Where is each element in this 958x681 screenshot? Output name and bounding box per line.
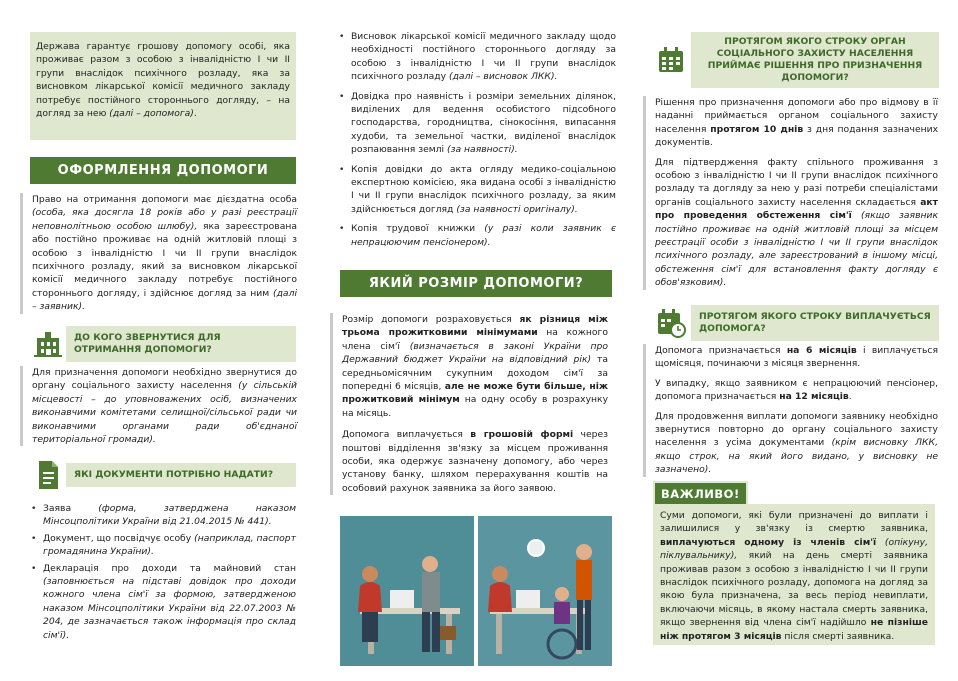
list-item: • Довідка про наявність і розміри земельних ділянок, виділених для ведення особистого підсобного господарства, городництва, сінокосіння, випасання худоби, та земельної частки, виділеної внаслідок розпаювання землі (за наявності). xyxy=(338,90,616,157)
documents-list-continued xyxy=(338,30,616,249)
period-paragraph-2: У випадку, якщо заявником є непрацюючий пенсіонер, допомога призначається на 12 місяців. xyxy=(655,377,938,403)
amount-paragraph-1: Розмір допомоги розраховується як різниця між трьома прожитковими мінімумами на кожного члена сім'ї (визначається в законі України про Державний бюджет України на відповідний рік) та середньомісячним сукупним доходом сім'ї за попередні 6 місяців, але не може бути більше, ніж прожитковий мінімум на одну особу в розрахунку на місяць. xyxy=(342,314,609,419)
list-item: • Копія трудової книжки (у разі коли заявник є непрацюючим пенсіонером). xyxy=(338,222,616,249)
documents-list xyxy=(30,502,296,642)
decision-paragraph-2: Для підтвердження факту спільного проживання з особою з інвалідністю I чи II групи внаслідок психічного розладу та догляду за нею у разі потреби спеціалістами органів соціального захисту населення складається акт про проведення обстеження сім'ї (якщо заявник постійно проживає на одній житловій площі за місцем реєстрації особи з інвалідністю I чи II групи внаслідок психічного розладу, але зареєстрований в іншому місці, обстеження сім'ї для встановлення факту догляду є обов'язковим). xyxy=(655,156,939,289)
important-text: Суми допомоги, які були призначені до виплати і залишилися у зв'язку із смертю заявника, виплачуються одному із членів сім'ї (опікуну, піклувальнику), який на день смерті заявника проживав разом з особою з інвалідністю I чи II групи внаслідок психічного розладу, допомога на догляд за якою була призначена, за весь період невиплати, включаючи місяць, в якому настала смерть заявника, якщо звернення від члена сім'ї надійшло не пізніше ніж протягом 3 місяців після смерті заявника. xyxy=(660,510,929,642)
list-item: • Декларація про доходи та майновий стан (заповнюється на підставі довідок про доходи кожного члена сім'ї за формою, затвердженою наказом Мінсоцполітики України від 22.07.2003 № 204, де зазначається також інформація про склад сім'ї). xyxy=(30,562,296,642)
period-paragraph-3: Для продовження виплати допомоги заявнику необхідно звернутися повторно до органу соціального захисту населення з усіма документами (крім висновку ЛКК, якщо строк, на який його видано, у висновку не зазначено). xyxy=(655,410,938,476)
list-item: • Заява (форма, затверджена наказом Мінсоцполітики України від 21.04.2015 № 441). xyxy=(30,502,296,529)
decision-title: ПРОТЯГОМ ЯКОГО СТРОКУ ОРГАН СОЦІАЛЬНОГО ЗАХИСТУ НАСЕЛЕННЯ ПРИЙМАЄ РІШЕННЯ ПРО ПРИЗНАЧЕННЯ ДОПОМОГИ? xyxy=(691,32,939,88)
office-illustration xyxy=(340,516,612,666)
documents-heading xyxy=(30,460,296,490)
important-label: ВАЖЛИВО! xyxy=(653,481,748,507)
period-text xyxy=(643,344,938,477)
decision-paragraph-1: Рішення про призначення допомоги або про відмову в її наданні приймається органом соціального захисту населення протягом 10 днів з дня подання зазначених документів. xyxy=(655,97,939,149)
amount-paragraph-2: Допомога виплачується в грошовій формі через поштові відділення зв'язку за місцем проживання особи, яка одержує зазначену допомогу, або через установу банку, шляхом перерахування коштів на особовий рахунок заявника за його заявою. xyxy=(342,429,608,494)
registration-text: Право на отримання допомоги має дієздатна особа (особа, яка досягла 18 років або у разі реєстрації неповнолітньою особою шлюбу), яка зареєстрована або постійно проживає на одній житловій площі з особою з інвалідністю I чи II групи внаслідок психічного розладу, який за висновком лікарської комісії медичного закладу потребує постійного стороннього догляду, і здійснює догляд за ним (далі – заявник). xyxy=(20,193,297,314)
period-paragraph-1: Допомога призначається на 6 місяців і виплачується щомісяця, починаючи з місяця звернення. xyxy=(655,345,939,370)
registration-banner: ОФОРМЛЕННЯ ДОПОМОГИ xyxy=(30,157,296,184)
whom-heading xyxy=(30,326,296,362)
period-heading xyxy=(651,305,939,341)
decision-heading xyxy=(651,32,939,88)
document-icon xyxy=(30,460,66,490)
calendar-icon xyxy=(651,45,691,75)
period-title: ПРОТЯГОМ ЯКОГО СТРОКУ ВИПЛАЧУЄТЬСЯ ДОПОМОГА? xyxy=(691,305,939,341)
list-item: • Висновок лікарської комісії медичного закладу щодо необхідності постійного стороннього догляду за особою з інвалідністю I чи II групи внаслідок психічного розладу (далі – висновок ЛКК). xyxy=(338,30,616,84)
intro-text: Держава гарантує грошову допомогу особі, яка проживає разом з особою з інвалідністю I чи II групи внаслідок психічного розладу, яка за висновком лікарської комісії медичного закладу потребує постійного стороннього догляду, – на догляд за нею (далі – допомога). xyxy=(36,41,290,120)
decision-text xyxy=(643,96,938,290)
list-item: • Документ, що посвідчує особу (наприклад, паспорт громадянина України). xyxy=(30,532,296,559)
important-box xyxy=(653,504,935,645)
whom-text: Для призначення допомоги необхідно звернутися до органу соціального захисту населення (у сільській місцевості – до уповноважених осіб, визначених виконавчими комітетами селищної/сільської ради чи виконавчими органами ради об'єднаної територіальної громади). xyxy=(20,366,297,446)
list-item: • Копія довідки до акта огляду медико-соціальною експертною комісією, яка видана особі з інвалідністю I чи II групи внаслідок психічного розладу, за яким здійснюється догляд (за наявності оригіналу). xyxy=(338,163,616,217)
intro-box xyxy=(30,32,296,140)
whom-title: ДО КОГО ЗВЕРНУТИСЯ ДЛЯ ОТРИМАННЯ ДОПОМОГИ? xyxy=(66,326,296,362)
amount-banner: ЯКИЙ РОЗМІР ДОПОМОГИ? xyxy=(340,270,612,297)
documents-title: ЯКІ ДОКУМЕНТИ ПОТРІБНО НАДАТИ? xyxy=(66,463,296,487)
calendar-clock-icon xyxy=(651,308,691,338)
building-icon xyxy=(30,329,66,359)
amount-text xyxy=(330,313,608,495)
